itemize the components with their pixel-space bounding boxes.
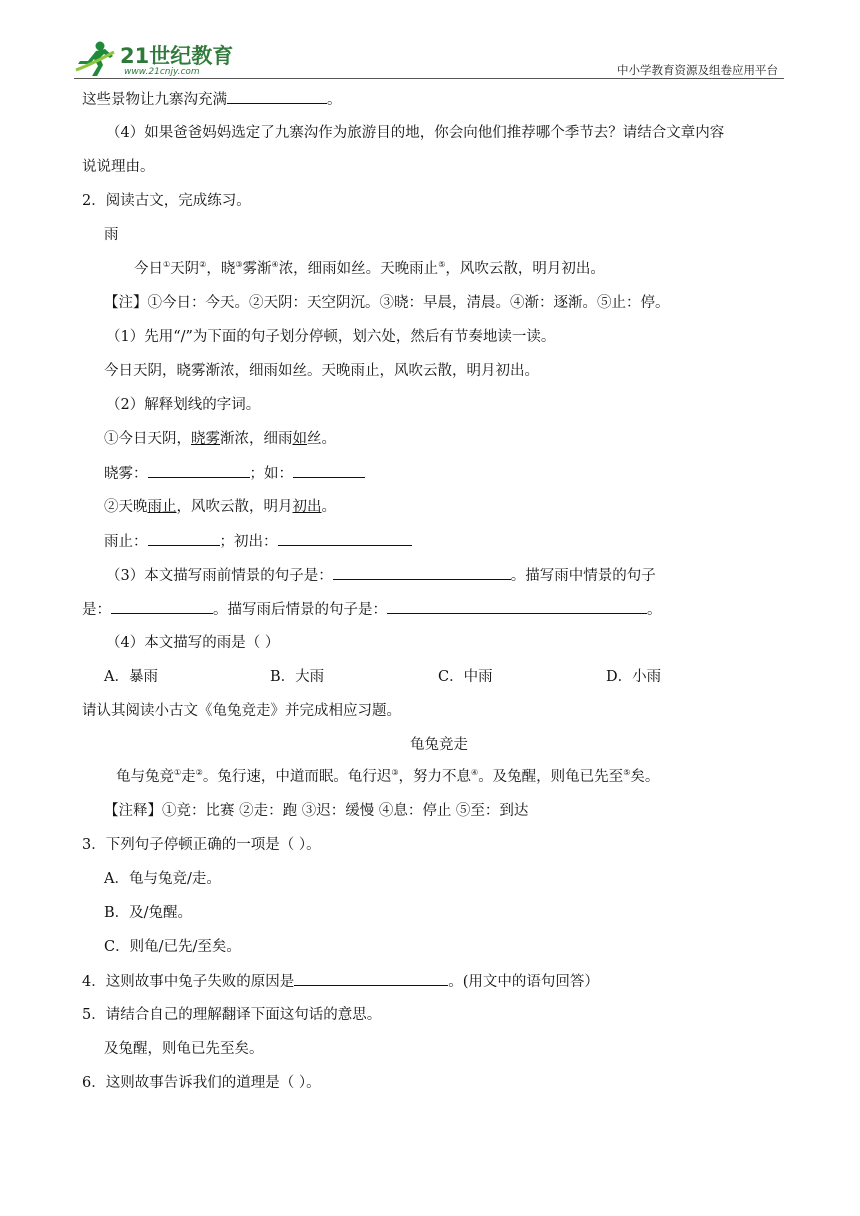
passage-title: 龟兔竞走 <box>410 737 468 753</box>
question-text: （1）先用“/”为下面的句子划分停顿，划六处，然后有节奏地读一读。 <box>106 329 556 345</box>
answer-blank[interactable] <box>387 599 647 614</box>
choice-option-b[interactable]: B．大雨 <box>270 669 325 685</box>
choice-option-b[interactable]: B．及/兔醒。 <box>104 905 193 921</box>
question-text: （2）解释划线的字词。 <box>106 397 261 413</box>
answer-blank[interactable] <box>148 463 250 478</box>
answer-blank[interactable] <box>148 531 220 546</box>
section-intro: 请认其阅读小古文《龟兔竞走》并完成相应习题。 <box>82 703 401 719</box>
question-text: （4）本文描写的雨是（ ） <box>106 635 280 651</box>
header-divider <box>74 78 784 79</box>
passage-text: 及兔醒，则龟已先至矣。 <box>104 1041 264 1057</box>
question-heading: 6．这则故事告诉我们的道理是（ ）。 <box>82 1075 321 1091</box>
text-line <box>82 89 342 110</box>
passage-title: 雨 <box>104 227 119 243</box>
text: 这些景物让九寨沟充满 <box>82 92 227 108</box>
text: 。 <box>327 92 342 108</box>
answer-blank[interactable] <box>227 89 327 104</box>
passage-text: 龟与兔竞①走②。兔行速，中道而眠。龟行迟③，努力不息④。及兔醒，则龟已先至⑤矣。 <box>116 768 660 785</box>
passage-text: 今日①天阴②，晓③雾渐④浓，细雨如丝。天晚雨止⑤，风吹云散，明月初出。 <box>134 260 605 277</box>
answer-blank[interactable] <box>333 565 511 580</box>
logo-url: www.21cnjy.com <box>124 67 200 77</box>
choice-option-a[interactable]: A．龟与兔竞/走。 <box>104 871 221 887</box>
answer-line: 雨止： ；初出： <box>104 531 412 552</box>
answer-blank[interactable] <box>111 599 213 614</box>
passage-text: 今日天阴，晓雾渐浓，细雨如丝。天晚雨止，风吹云散，明月初出。 <box>104 363 539 379</box>
question-text: 说说理由。 <box>82 159 155 175</box>
sentence-line: ②天晚雨止，风吹云散，明月初出。 <box>104 499 336 515</box>
question-text: （3）本文描写雨前情景的句子是： 。描写雨中情景的句子 <box>106 565 656 586</box>
question-text: （4）如果爸爸妈妈选定了九寨沟作为旅游目的地，你会向他们推荐哪个季节去？请结合文章内容 <box>106 125 725 141</box>
running-figure-icon <box>74 40 118 78</box>
question-heading: 2．阅读古文，完成练习。 <box>82 193 251 209</box>
choice-option-d[interactable]: D．小雨 <box>606 669 662 685</box>
passage-note: 【注释】①竞：比赛 ②走：跑 ③迟：缓慢 ④息：停止 ⑤至：到达 <box>104 803 529 819</box>
choice-option-a[interactable]: A．暴雨 <box>104 669 158 685</box>
sentence-line: ①今日天阴，晓雾渐浓，细雨如丝。 <box>104 431 336 447</box>
choice-option-c[interactable]: C．中雨 <box>438 669 493 685</box>
question-heading: 3．下列句子停顿正确的一项是（ ）。 <box>82 837 321 853</box>
question-heading: 5．请结合自己的理解翻译下面这句话的意思。 <box>82 1007 382 1023</box>
answer-blank[interactable] <box>293 463 365 478</box>
choice-option-c[interactable]: C．则龟/已先/至矣。 <box>104 939 241 955</box>
answer-blank[interactable] <box>278 531 412 546</box>
question-heading: 4．这则故事中兔子失败的原因是 。(用文中的语句回答） <box>82 971 599 992</box>
logo-brand: 21世纪教育 <box>120 44 234 68</box>
passage-note: 【注】①今日：今天。②天阴：天空阴沉。③晓：早晨，清晨。④渐：逐渐。⑤止：停。 <box>104 295 670 311</box>
answer-line: 晓雾： ；如： <box>104 463 365 484</box>
answer-blank[interactable] <box>294 971 448 986</box>
platform-title: 中小学教育资源及组卷应用平台 <box>617 63 778 77</box>
page-header <box>74 32 784 80</box>
question-text: 是： 。描写雨后情景的句子是： 。 <box>82 599 662 620</box>
site-logo <box>74 40 254 80</box>
